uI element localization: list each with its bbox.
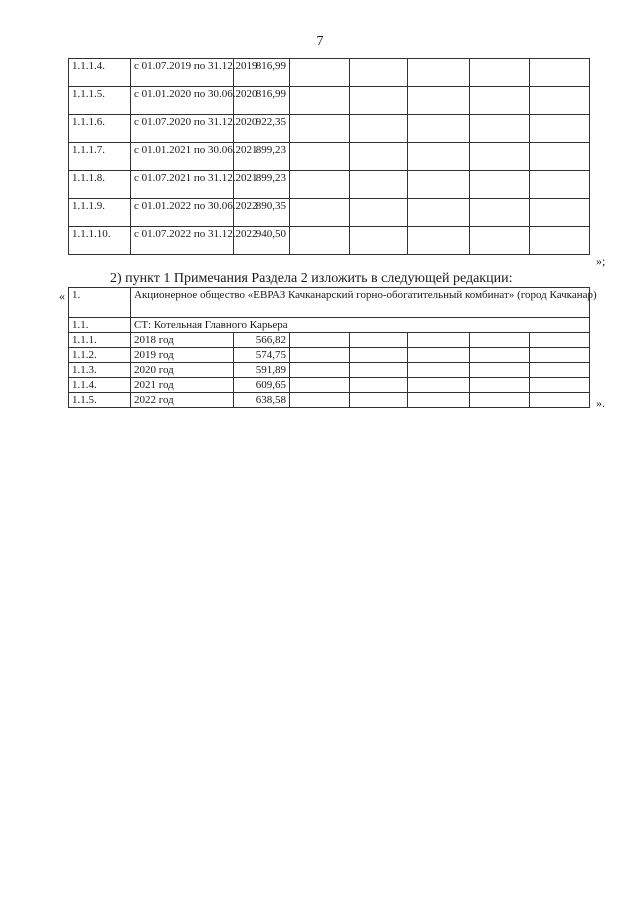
empty-cell <box>350 333 408 348</box>
empty-cell <box>290 171 350 199</box>
empty-cell <box>408 333 470 348</box>
empty-cell <box>350 227 408 255</box>
row-id: 1. <box>69 288 131 318</box>
row-value: 609,65 <box>234 378 290 393</box>
closing-quote-mark: ». <box>596 396 605 410</box>
empty-cell <box>408 227 470 255</box>
row-period: с 01.07.2019 по 31.12.2019 <box>131 59 234 87</box>
empty-cell <box>290 393 350 408</box>
table-row <box>69 348 590 363</box>
row-id: 1.1.1.6. <box>69 115 131 143</box>
table-row <box>69 59 590 87</box>
empty-cell <box>350 363 408 378</box>
empty-cell <box>350 378 408 393</box>
table-row <box>69 143 590 171</box>
empty-cell <box>530 333 590 348</box>
empty-cell <box>290 333 350 348</box>
empty-cell <box>408 378 470 393</box>
tariff-table-new <box>68 287 597 408</box>
empty-cell <box>408 143 470 171</box>
empty-cell <box>408 59 470 87</box>
empty-cell <box>470 115 530 143</box>
empty-cell <box>408 363 470 378</box>
row-value: 638,58 <box>234 393 290 408</box>
empty-cell <box>408 348 470 363</box>
table-row <box>69 393 590 408</box>
row-id: 1.1.1.4. <box>69 59 131 87</box>
empty-cell <box>290 363 350 378</box>
row-value: 816,99 <box>234 87 290 115</box>
empty-cell <box>530 171 590 199</box>
source-row <box>69 318 590 333</box>
empty-cell <box>470 333 530 348</box>
amendment-instruction: 2) пункт 1 Примечания Раздела 2 изложить в следующей редакции: <box>110 271 513 286</box>
row-id: 1.1. <box>69 318 131 333</box>
table-row <box>69 333 590 348</box>
empty-cell <box>350 199 408 227</box>
table-row <box>69 199 590 227</box>
row-id: 1.1.1.9. <box>69 199 131 227</box>
table-row <box>69 363 590 378</box>
empty-cell <box>408 199 470 227</box>
row-period: 2022 год <box>131 393 234 408</box>
row-id: 1.1.1.10. <box>69 227 131 255</box>
row-period: с 01.01.2020 по 30.06.2020 <box>131 87 234 115</box>
empty-cell <box>470 227 530 255</box>
row-value: 890,35 <box>234 199 290 227</box>
row-id: 1.1.4. <box>69 378 131 393</box>
row-period: с 01.07.2022 по 31.12.2022 <box>131 227 234 255</box>
row-value: 899,23 <box>234 171 290 199</box>
empty-cell <box>530 363 590 378</box>
row-id: 1.1.1.8. <box>69 171 131 199</box>
row-value: 591,89 <box>234 363 290 378</box>
row-value: 574,75 <box>234 348 290 363</box>
row-period: с 01.01.2022 по 30.06.2022 <box>131 199 234 227</box>
row-id: 1.1.1. <box>69 333 131 348</box>
empty-cell <box>530 59 590 87</box>
empty-cell <box>530 227 590 255</box>
row-period: 2020 год <box>131 363 234 378</box>
page-number: 7 <box>316 34 324 49</box>
table-row <box>69 378 590 393</box>
empty-cell <box>290 227 350 255</box>
empty-cell <box>470 363 530 378</box>
row-id: 1.1.1.5. <box>69 87 131 115</box>
table-row <box>69 227 590 255</box>
empty-cell <box>290 59 350 87</box>
empty-cell <box>350 115 408 143</box>
empty-cell <box>290 378 350 393</box>
empty-cell <box>530 87 590 115</box>
empty-cell <box>350 171 408 199</box>
heat-source-name: СТ: Котельная Главного Карьера <box>131 318 590 333</box>
empty-cell <box>470 59 530 87</box>
row-period: с 01.01.2021 по 30.06.2021 <box>131 143 234 171</box>
table-row <box>69 171 590 199</box>
row-value: 922,35 <box>234 115 290 143</box>
table-row <box>69 87 590 115</box>
row-period: 2021 год <box>131 378 234 393</box>
empty-cell <box>350 348 408 363</box>
row-period: 2019 год <box>131 348 234 363</box>
empty-cell <box>470 199 530 227</box>
empty-cell <box>350 59 408 87</box>
row-period: 2018 год <box>131 333 234 348</box>
row-value: 566,82 <box>234 333 290 348</box>
row-id: 1.1.1.7. <box>69 143 131 171</box>
row-id: 1.1.2. <box>69 348 131 363</box>
empty-cell <box>530 115 590 143</box>
empty-cell <box>530 348 590 363</box>
empty-cell <box>290 143 350 171</box>
empty-cell <box>530 378 590 393</box>
empty-cell <box>350 87 408 115</box>
organization-name: Акционерное общество «ЕВРАЗ Качканарский горно-обогатительный комбинат» (город Качканар) <box>131 288 590 318</box>
empty-cell <box>408 393 470 408</box>
empty-cell <box>350 143 408 171</box>
empty-cell <box>470 348 530 363</box>
empty-cell <box>290 348 350 363</box>
empty-cell <box>530 199 590 227</box>
empty-cell <box>290 115 350 143</box>
empty-cell <box>470 87 530 115</box>
table-row <box>69 115 590 143</box>
tariff-table-continued <box>68 58 590 255</box>
empty-cell <box>408 171 470 199</box>
row-value: 899,23 <box>234 143 290 171</box>
empty-cell <box>350 393 408 408</box>
empty-cell <box>530 393 590 408</box>
empty-cell <box>530 143 590 171</box>
organization-row <box>69 288 590 318</box>
empty-cell <box>470 378 530 393</box>
opening-quote-mark: « <box>59 289 65 303</box>
row-value: 940,50 <box>234 227 290 255</box>
empty-cell <box>470 393 530 408</box>
closing-quote-mark: »; <box>596 254 606 268</box>
empty-cell <box>408 115 470 143</box>
empty-cell <box>290 199 350 227</box>
empty-cell <box>470 143 530 171</box>
row-period: с 01.07.2021 по 31.12.2021 <box>131 171 234 199</box>
empty-cell <box>408 87 470 115</box>
row-value: 816,99 <box>234 59 290 87</box>
empty-cell <box>290 87 350 115</box>
row-id: 1.1.5. <box>69 393 131 408</box>
row-period: с 01.07.2020 по 31.12.2020 <box>131 115 234 143</box>
row-id: 1.1.3. <box>69 363 131 378</box>
empty-cell <box>470 171 530 199</box>
